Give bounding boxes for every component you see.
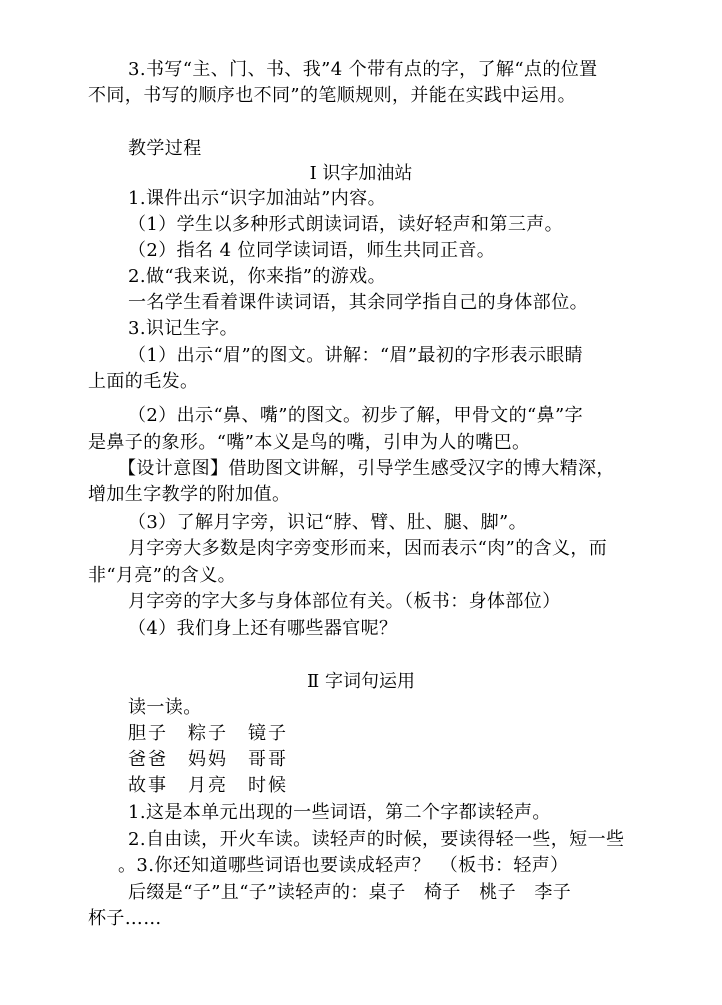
paragraph-line: （2）出示“鼻、嘴”的图文。初步了解，甲骨文的“鼻”字 (128, 405, 584, 426)
paragraph-line: 不同，书写的顺序也不同”的笔顺规则，并能在实践中运用。 (88, 85, 576, 106)
paragraph-line: （4）我们身上还有哪些器官呢？ (128, 618, 398, 639)
paragraph-line: 后缀是“子”且“子”读轻声的：桌子 椅子 桃子 李子 (128, 882, 572, 903)
word-list-row: 故事 月亮 时候 (128, 775, 288, 796)
paragraph-line: 月字旁的字大多与身体部位有关。（板书：身体部位） (128, 591, 561, 612)
word-list-row: 爸爸 妈妈 哥哥 (128, 749, 288, 770)
paragraph-line: 增加生字教学的附加值。 (88, 484, 291, 505)
paragraph-line: 3.识记生字。 (128, 318, 238, 339)
section-label: 教学过程 (128, 138, 202, 159)
paragraph-line: 2.自由读，开火车读。读轻声的时候，要读得轻一些，短一些 (128, 829, 625, 850)
paragraph-line: 非“月亮”的含义。 (88, 565, 237, 586)
paragraph-line: （1）出示“眉”的图文。讲解：“眉”最初的字形表示眼睛 (128, 345, 584, 366)
paragraph-line: 读一读。 (128, 697, 202, 718)
paragraph-line: 3.书写“主、门、书、我”4 个带有点的字，了解“点的位置 (128, 59, 598, 80)
paragraph-line: 2.做“我来说，你来指”的游戏。 (128, 266, 386, 287)
paragraph-line: 【设计意图】借助图文讲解，引导学生感受汉字的博大精深， (118, 458, 615, 479)
paragraph-line: 杯子…… (88, 908, 162, 929)
paragraph-line: 月字旁大多数是肉字旁变形而来，因而表示“肉”的含义，而 (128, 538, 608, 559)
paragraph-line: 是鼻子的象形。“嘴”本义是鸟的嘴，引申为人的嘴巴。 (88, 432, 531, 453)
paragraph-line: 上面的毛发。 (88, 371, 199, 392)
paragraph-line: 1.这是本单元出现的一些词语，第二个字都读轻声。 (128, 802, 551, 823)
paragraph-line: （3）了解月字旁，识记“脖、臂、肚、腿、脚”。 (128, 512, 528, 533)
paragraph-line: （1）学生以多种形式朗读词语，读好轻声和第三声。 (128, 214, 564, 235)
paragraph-line: 一名学生看着课件读词语，其余同学指自己的身体部位。 (128, 292, 588, 313)
word-list-row: 胆子 粽子 镜子 (128, 723, 288, 744)
paragraph-line: （2）指名 4 位同学读词语，师生共同正音。 (128, 240, 496, 261)
paragraph-line: 1.课件出示“识字加油站”内容。 (128, 188, 386, 209)
section-heading: Ⅱ 字词句运用 (307, 671, 415, 692)
paragraph-line: 。3.你还知道哪些词语也要读成轻声？ （板书：轻声） (118, 855, 569, 876)
section-heading: Ⅰ 识字加油站 (309, 163, 413, 184)
